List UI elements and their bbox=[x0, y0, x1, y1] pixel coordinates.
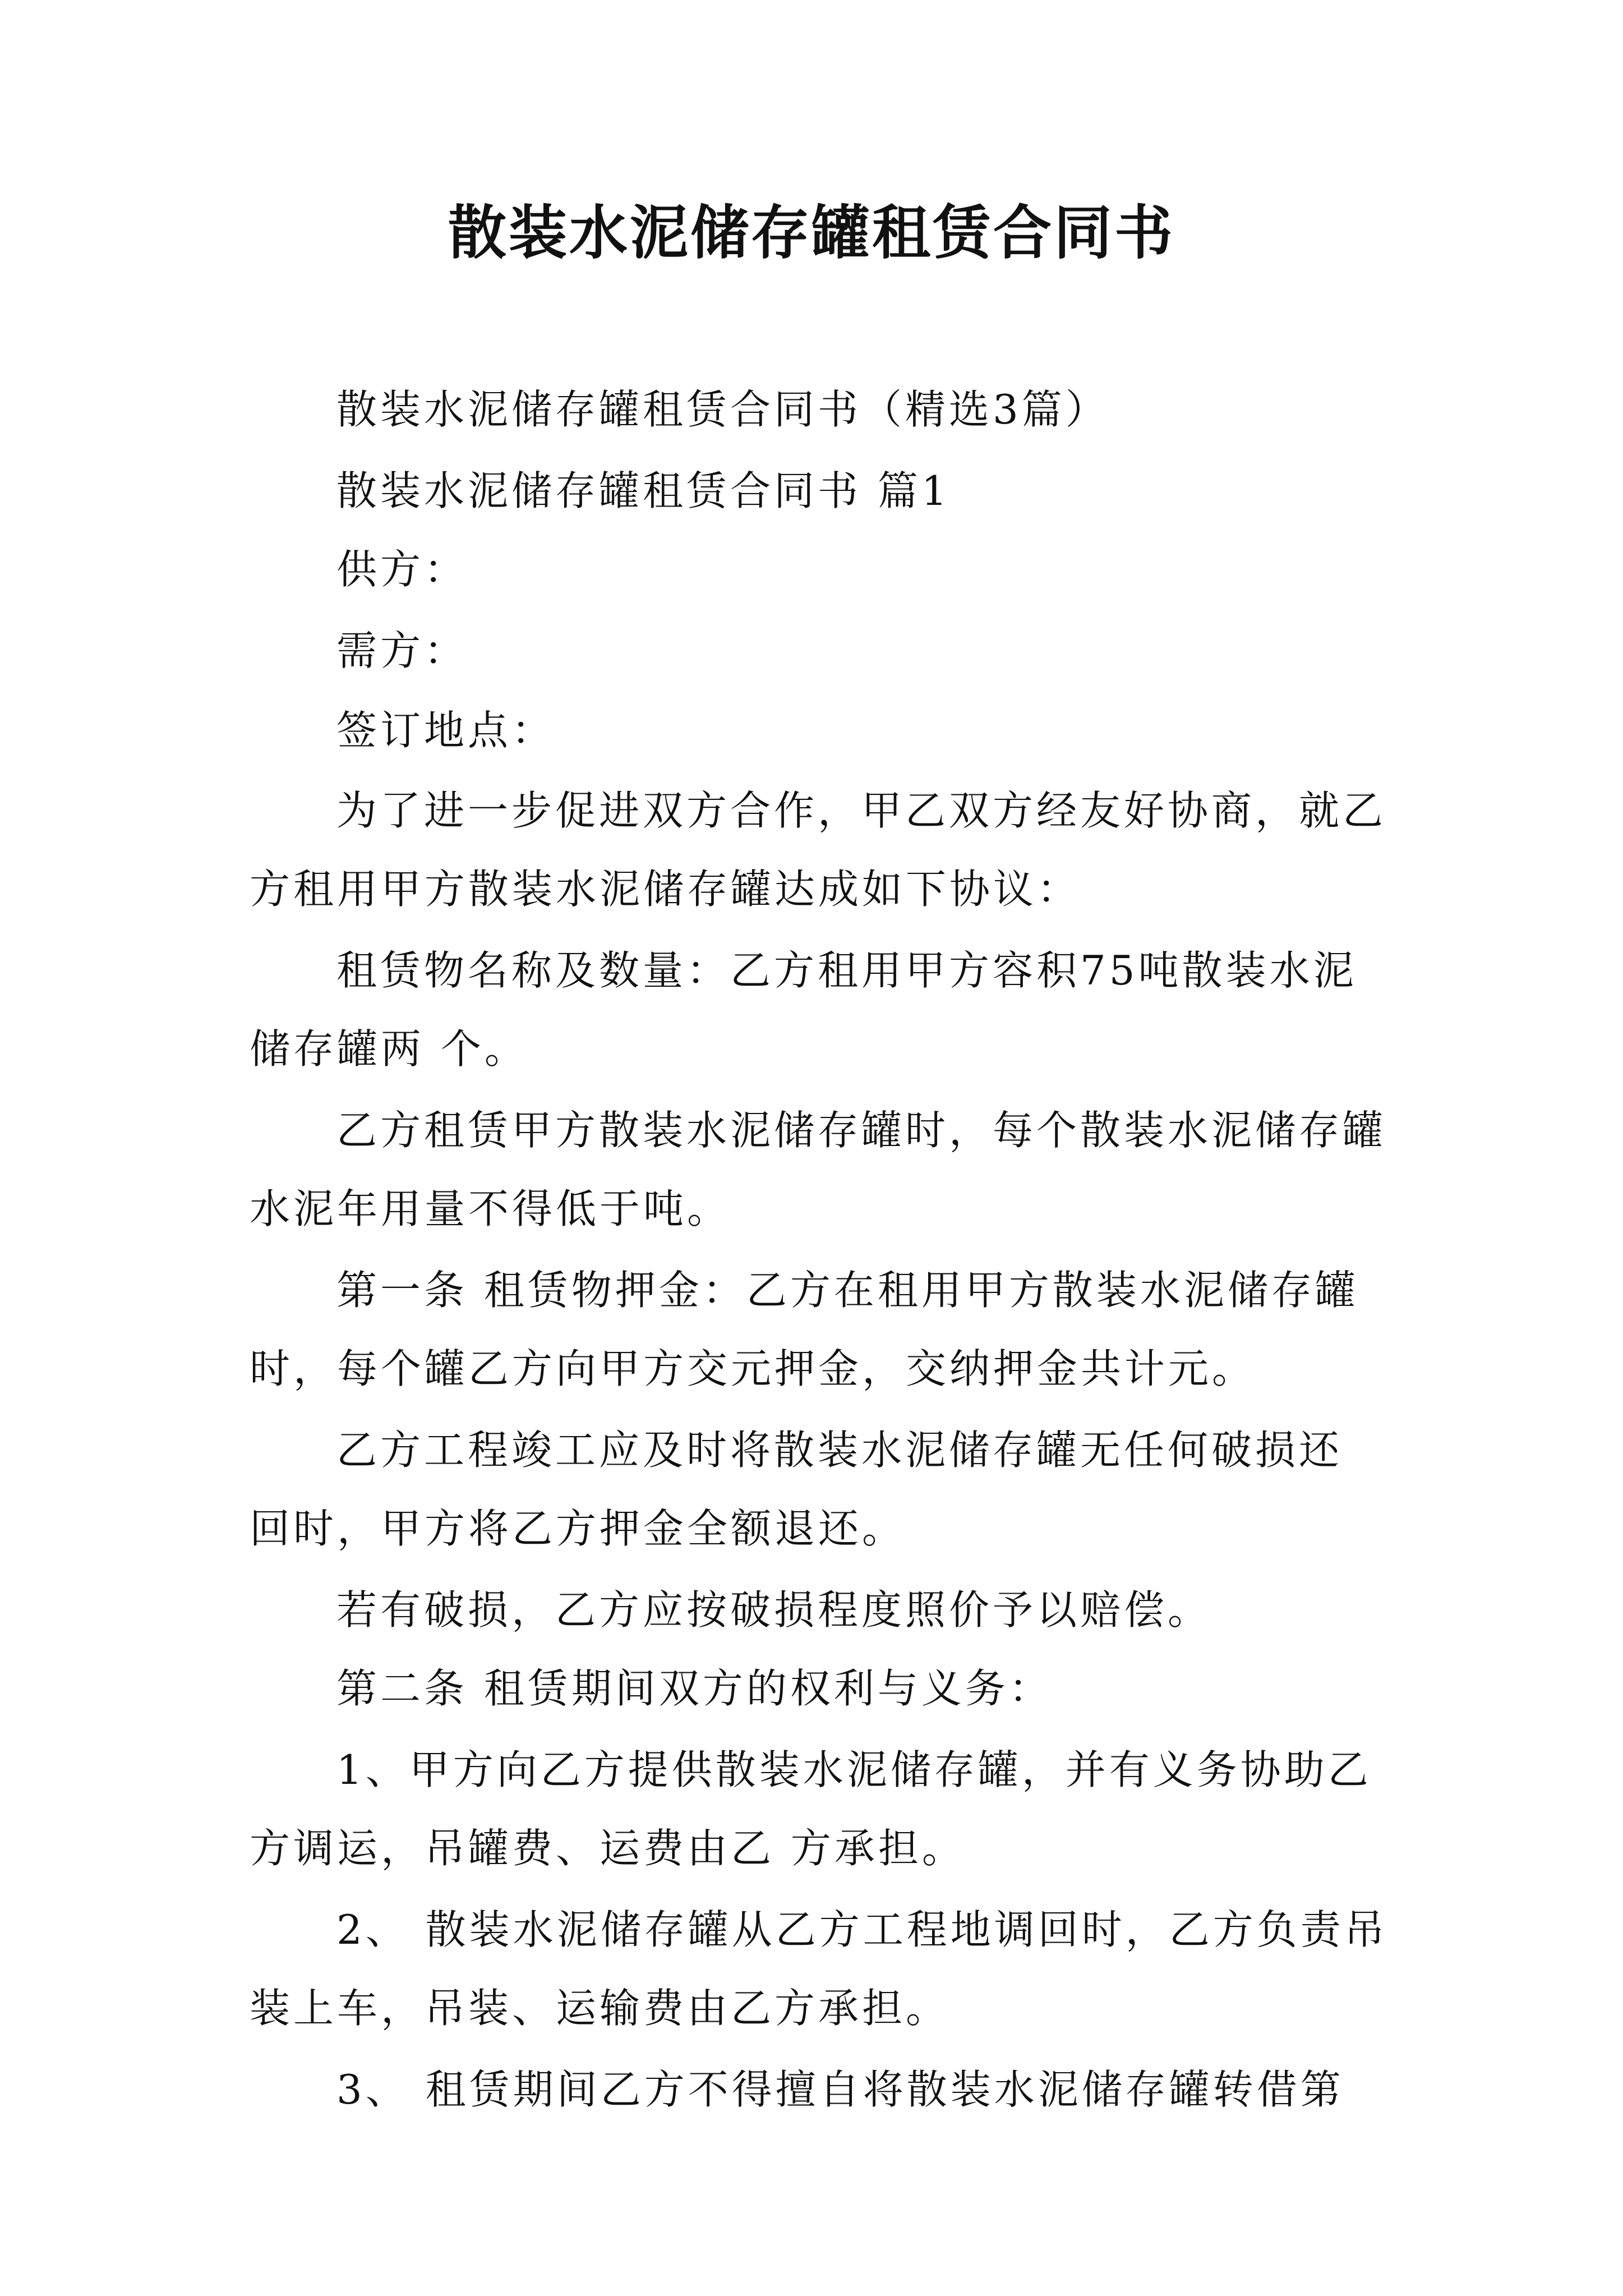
paragraph-line: 1、甲方向乙方提供散装水泥储存罐，并有义务协助乙 bbox=[336, 1746, 1372, 1793]
paragraph-line: 方调运，吊罐费、运费由乙 方承担。 bbox=[250, 1825, 966, 1872]
paragraph-line: 为了进一步促进双方合作，甲乙双方经友好协商，就乙 bbox=[336, 787, 1387, 834]
paragraph-line: 第一条 租赁物押金：乙方在租用甲方散装水泥储存罐 bbox=[336, 1267, 1359, 1314]
paragraph-line: 若有破损，乙方应按破损程度照价予以赔偿。 bbox=[336, 1586, 1212, 1634]
paragraph-line: 回时，甲方将乙方押金全额退还。 bbox=[250, 1505, 906, 1552]
buyer-label: 需方： bbox=[336, 627, 468, 674]
paragraph-line: 乙方工程竣工应及时将散装水泥储存罐无任何破损还 bbox=[336, 1427, 1343, 1474]
signing-place-label: 签订地点： bbox=[336, 707, 556, 754]
paragraph-line: 第二条 租赁期间双方的权利与义务： bbox=[336, 1665, 1053, 1712]
document-title: 散装水泥储存罐租赁合同书 bbox=[448, 198, 1175, 267]
subtitle-line: 散装水泥储存罐租赁合同书（精选3篇） bbox=[336, 386, 1109, 433]
supplier-label: 供方： bbox=[336, 546, 468, 593]
paragraph-line: 方租用甲方散装水泥储存罐达成如下协议： bbox=[250, 866, 1081, 913]
paragraph-line: 租赁物名称及数量：乙方租用甲方容积75吨散装水泥 bbox=[336, 947, 1357, 994]
paragraph-line: 装上车，吊装、运输费由乙方承担。 bbox=[250, 1985, 950, 2032]
paragraph-line: 储存罐两 个。 bbox=[250, 1025, 528, 1073]
paragraph-line: 3、 租赁期间乙方不得擅自将散装水泥储存罐转借第 bbox=[336, 2066, 1344, 2113]
paragraph-line: 2、 散装水泥储存罐从乙方工程地调回时，乙方负责吊 bbox=[336, 1906, 1388, 1953]
paragraph-line: 水泥年用量不得低于吨。 bbox=[250, 1185, 731, 1232]
paragraph-line: 时，每个罐乙方向甲方交元押金，交纳押金共计元。 bbox=[250, 1345, 1256, 1392]
section-heading: 散装水泥储存罐租赁合同书 篇1 bbox=[336, 467, 951, 514]
paragraph-line: 乙方租赁甲方散装水泥储存罐时，每个散装水泥储存罐 bbox=[336, 1107, 1387, 1154]
